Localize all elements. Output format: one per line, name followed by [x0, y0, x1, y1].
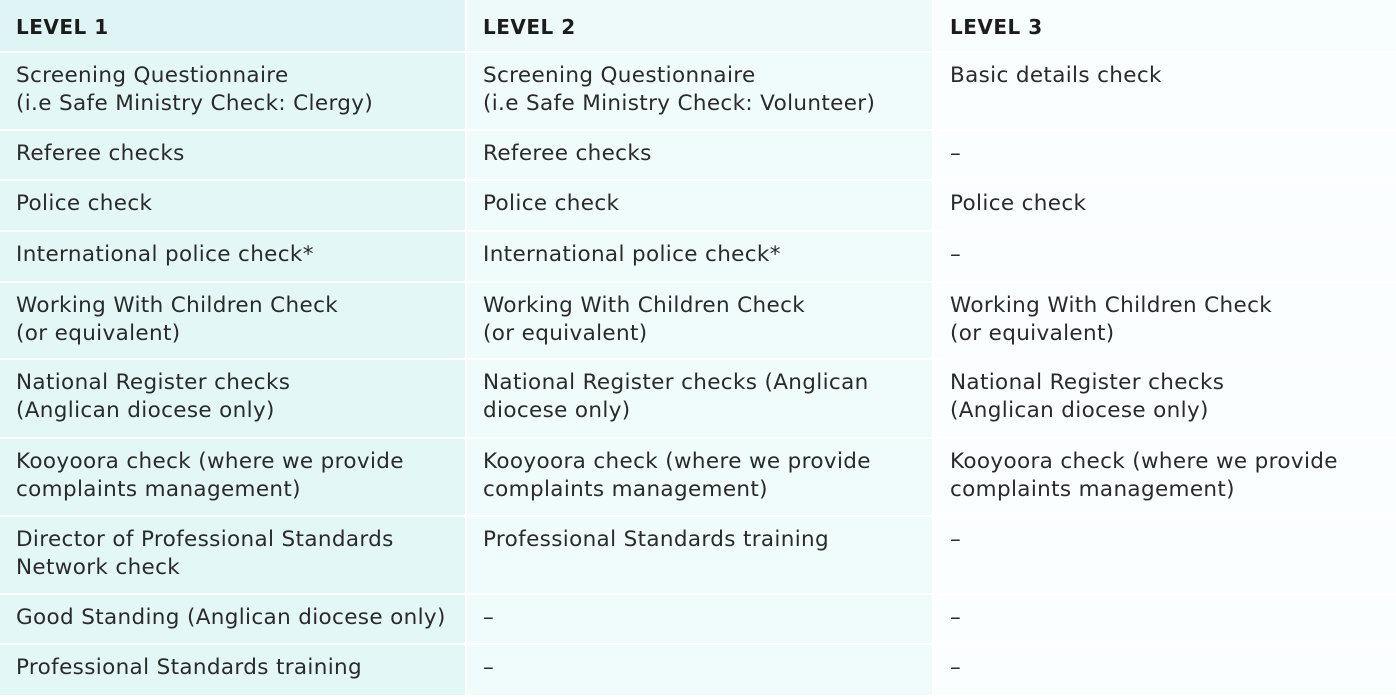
table-cell: Working With Children Check (or equivalent)	[0, 283, 467, 360]
table-cell: Director of Professional Standards Network check	[0, 517, 467, 595]
table-cell: Good Standing (Anglican diocese only)	[0, 595, 467, 645]
table-cell: International police check*	[467, 232, 934, 283]
header-level-3: LEVEL 3	[934, 0, 1396, 53]
table-cell: Screening Questionnaire (i.e Safe Ministry Check: Volunteer)	[467, 53, 934, 131]
table-cell: –	[934, 517, 1396, 595]
table-cell: –	[934, 131, 1396, 181]
table-cell: Kooyoora check (where we provide complaints management)	[0, 439, 467, 517]
table-cell: Police check	[0, 181, 467, 232]
header-level-1: LEVEL 1	[0, 0, 467, 53]
header-level-2: LEVEL 2	[467, 0, 934, 53]
table-cell: Police check	[467, 181, 934, 232]
table-cell: –	[934, 595, 1396, 645]
table-cell: –	[934, 232, 1396, 283]
table-cell: Basic details check	[934, 53, 1396, 131]
table-cell: Working With Children Check (or equivalent)	[934, 283, 1396, 360]
table-cell: National Register checks (Anglican diocese only)	[0, 360, 467, 439]
table-cell: Professional Standards training	[0, 645, 467, 697]
table-cell: Professional Standards training	[467, 517, 934, 595]
table-cell: Kooyoora check (where we provide complaints management)	[467, 439, 934, 517]
table-cell: Working With Children Check (or equivalent)	[467, 283, 934, 360]
table-cell: –	[467, 645, 934, 697]
table-cell: Referee checks	[0, 131, 467, 181]
table-cell: Police check	[934, 181, 1396, 232]
table-cell: Screening Questionnaire (i.e Safe Ministry Check: Clergy)	[0, 53, 467, 131]
table-cell: National Register checks (Anglican diocese only)	[467, 360, 934, 439]
table-cell: –	[467, 595, 934, 645]
table-cell: International police check*	[0, 232, 467, 283]
table-cell: Referee checks	[467, 131, 934, 181]
table-cell: Kooyoora check (where we provide complaints management)	[934, 439, 1396, 517]
table-cell: National Register checks (Anglican diocese only)	[934, 360, 1396, 439]
table-cell: –	[934, 645, 1396, 697]
